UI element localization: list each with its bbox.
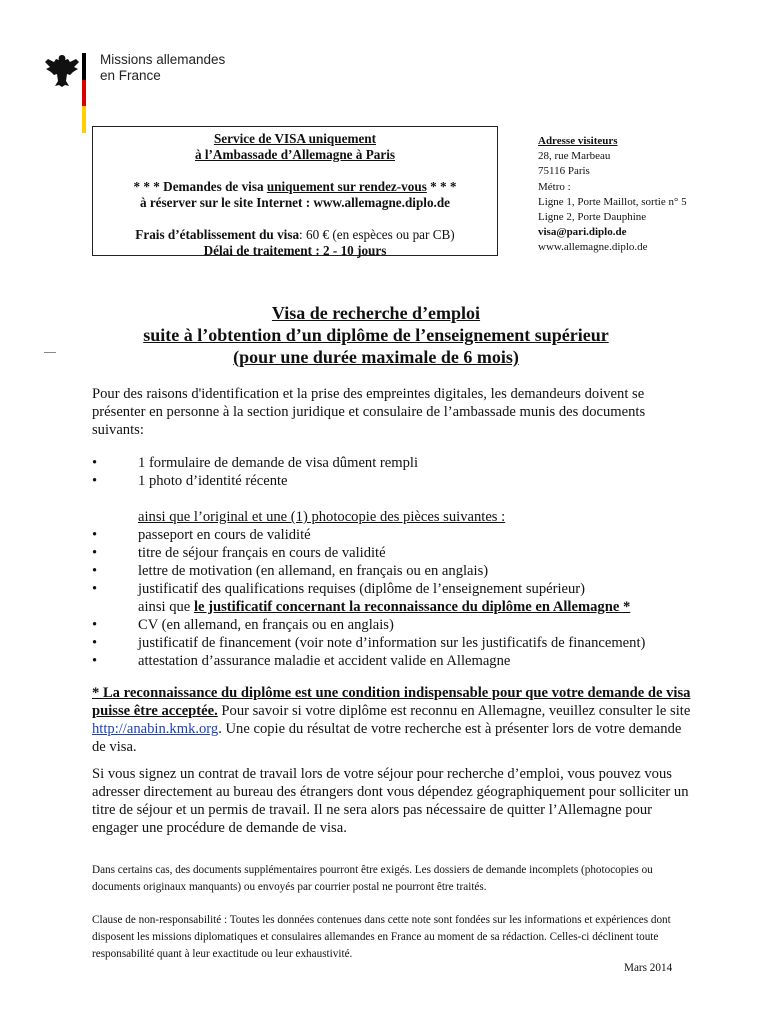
address-metro-line-1: Ligne 1, Porte Maillot, sortie n° 5 [538,195,687,208]
address-metro-label: Métro : [538,180,571,193]
bullet-icon: • [92,527,98,543]
list-item [92,616,692,634]
service-box-line-4: à réserver sur le site Internet : www.allemagne.diplo.de [139,195,451,210]
address-website: www.allemagne.diplo.de [538,241,648,254]
list-item [92,472,692,490]
visa-service-box [92,126,498,256]
list-item-text: lettre de motivation (en allemand, en français ou en anglais) [138,563,489,579]
service-box-line-2: à l’Ambassade d’Allemagne à Paris [194,147,395,162]
list-item [92,454,692,472]
recognition-line: ainsi que le justificatif concernant la reconnaissance du diplôme en Allemagne * [138,599,631,615]
bullet-icon: • [92,545,98,561]
list-item-text: attestation d’assurance maladie et accident valide en Allemagne [138,653,511,669]
bullet-icon: • [92,455,98,471]
list-item [92,562,692,580]
intro-paragraph: Pour des raisons d'identification et la prise des empreintes digitales, les demandeurs doivent se présenter en personne à la section juridique et consulaire de l’ambassade munis des documents suivants: [92,386,646,438]
title-line-3: (pour une durée maximale de 6 mois) [233,347,519,367]
bullet-icon: • [92,635,98,651]
title-line-2: suite à l’obtention d’un diplôme de l’enseignement supérieur [143,325,609,345]
german-flag-bar [82,53,86,133]
visitor-address [538,134,687,256]
list-item-text: passeport en cours de validité [138,527,311,543]
list-item-text: 1 photo d’identité récente [138,473,288,489]
list-item [92,652,692,670]
bullet-icon: • [92,581,98,597]
eagle-icon [42,53,82,89]
logo-text [100,52,225,84]
service-box-line-6: Délai de traitement : 2 - 10 jours [203,243,387,258]
list-item [92,544,692,562]
list-item [92,634,692,652]
logo-line-2: en France [100,68,161,83]
service-box-line-3: * * * Demandes de visa uniquement sur rendez-vous * * * [133,179,457,194]
anabin-link[interactable]: http://anabin.kmk.org [92,721,219,737]
list-item-text: titre de séjour français en cours de validité [138,545,386,561]
list-item [92,580,692,598]
list-item [92,526,692,544]
title-line-1: Visa de recherche d’emploi [271,303,481,323]
address-email: visa@pari.diplo.de [538,226,627,239]
bullet-icon: • [92,617,98,633]
document-date: Mars 2014 [624,962,673,974]
bullet-icon: • [92,653,98,669]
list-item-text: justificatif des qualifications requises (diplôme de l’enseignement supérieur) [138,581,585,597]
recognition-bold: * La reconnaissance du diplôme est une condition indispensable pour que votre demande de visa puisse être acceptée. [92,685,691,719]
margin-mark [44,352,56,353]
address-street: 28, rue Marbeau [538,150,611,163]
address-metro-line-2: Ligne 2, Porte Dauphine [538,211,647,224]
list-item-text: CV (en allemand, en français ou en anglais) [138,617,394,633]
service-box-line-5: Frais d’établissement du visa: 60 € (en espèces ou par CB) [135,227,455,242]
address-city: 75116 Paris [538,165,590,178]
service-box-line-1: Service de VISA uniquement [213,131,377,146]
list-item-text: justificatif de financement (voir note d’information sur les justificatifs de financement) [138,635,646,651]
documents-list [92,454,692,670]
contract-paragraph: Si vous signez un contrat de travail lors de votre séjour pour recherche d’emploi, vous pouvez vous adresser directement au bureau des étrangers dont vous dépendez géographiquement pour solliciter un titre de séjour et un permis de travail. Il ne sera alors pas nécessaire de quitter l’Allemagne pour engager une procédure de demande de visa. [92,766,689,836]
document-title [80,302,672,368]
copy-note: ainsi que l’original et une (1) photocopie des pièces suivantes : [138,509,506,525]
logo [20,35,260,125]
recognition-paragraph: * La reconnaissance du diplôme est une condition indispensable pour que votre demande de visa puisse être acceptée. Pour savoir si votre diplôme est reconnu en Allemagne, veuillez consulter le site http://anabin.kmk.org. Une copie du résultat de votre recherche est à présenter lors de votre demande de visa. [92,685,691,755]
logo-line-1: Missions allemandes [100,52,226,67]
bullet-icon: • [92,563,98,579]
bullet-icon: • [92,473,98,489]
additional-documents-note: Dans certains cas, des documents supplémentaires pourront être exigés. Les dossiers de demande incomplets (photocopies ou documents originaux manquants) ou envoyés par courrier postal ne pourront être traités. [92,864,653,893]
address-heading: Adresse visiteurs [538,135,618,147]
disclaimer: Clause de non-responsabilité : Toutes les données contenues dans cette note sont fondées sur les informations et expériences dont disposent les missions diplomatiques et consulaires allemandes en France au moment de sa rédaction. Celles-ci déclinent toute responsabilité quant à leur exactitude ou leur exhaustivité. [92,914,671,960]
list-item-text: 1 formulaire de demande de visa dûment rempli [138,455,419,471]
